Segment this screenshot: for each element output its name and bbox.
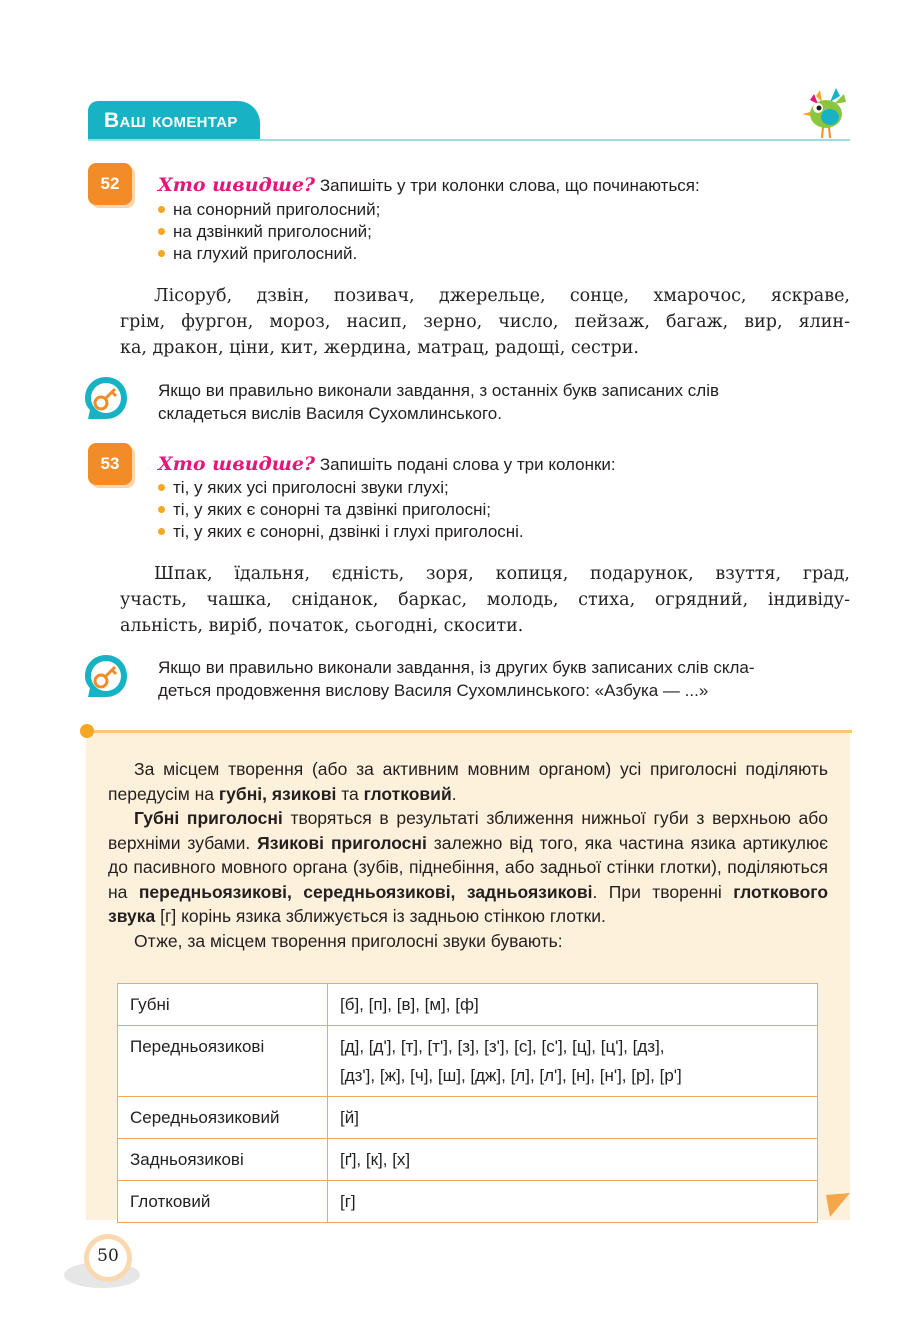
table-row — [118, 984, 818, 1026]
list-item: на сонорний приголосний; — [158, 199, 380, 221]
table-row — [118, 1097, 818, 1139]
page-number: 50 — [97, 1246, 119, 1266]
theory-marker-icon — [80, 724, 94, 738]
list-item: ті, у яких усі приголосні звуки глухі; — [158, 477, 524, 499]
task-52-bullets — [158, 199, 380, 265]
table-cell-label: Губні — [118, 984, 328, 1026]
bullet-icon — [158, 528, 165, 535]
bullet-icon — [158, 206, 165, 213]
corner-fold-icon — [826, 1193, 850, 1219]
bullet-icon — [158, 228, 165, 235]
list-item: ті, у яких є сонорні, дзвінкі і глухі приголосні. — [158, 521, 524, 543]
list-item: на дзвінкий приголосний; — [158, 221, 380, 243]
task-53-hint: Якщо ви правильно виконали завдання, із других букв записаних слів скла- деться продовження вислову Василя Сухомлинського: «Азбука — ...» — [158, 658, 755, 700]
table-cell-label: Задньоязикові — [118, 1139, 328, 1181]
table-row — [118, 1181, 818, 1223]
task-52-heading — [158, 174, 838, 197]
theory-paragraph: Отже, за місцем творення приголосні звуки бувають: — [134, 930, 563, 951]
table-cell-sounds: [б], [п], [в], [м], [ф] — [328, 984, 818, 1026]
task-53-bullets — [158, 477, 524, 543]
bird-icon — [796, 84, 852, 142]
task-number-badge: 53 — [88, 443, 132, 485]
table-cell-label: Середньоязиковий — [118, 1097, 328, 1139]
task-title: Хто швидше? — [158, 174, 316, 196]
task-instruction: Запишіть у три колонки слова, що починаються: — [319, 176, 700, 195]
section-title: Ваш коментар — [88, 101, 260, 141]
bullet-icon — [158, 250, 165, 257]
key-hint-icon — [82, 652, 130, 700]
task-53-heading — [158, 453, 838, 476]
theory-divider — [88, 730, 852, 733]
table-cell-sounds: [г] — [328, 1181, 818, 1223]
table-row — [118, 1139, 818, 1181]
theory-paragraph: За місцем творення (або за активним мовним органом) усі приголосні поділяють передусім на губні, язикові та глотковий. — [108, 759, 828, 804]
task-52-hint: Якщо ви правильно виконали завдання, з останніх букв записаних слів складеться вислів Василя Сухомлинського. — [158, 381, 719, 423]
consonants-table — [117, 983, 818, 1223]
task-instruction: Запишіть подані слова у три колонки: — [319, 455, 616, 474]
bullet-icon — [158, 506, 165, 513]
table-cell-sounds: [ґ], [к], [х] — [328, 1139, 818, 1181]
task-52-words: Лісоруб, дзвін, позивач, джерельце, сонце, хмарочос, яскраве, грім, фургон, мороз, насип, зерно, число, пейзаж, багаж, вир, ялин- ка, дракон, ціни, кит, жердина, матрац, радощі, сестри. — [120, 286, 850, 358]
table-cell-sounds: [й] — [328, 1097, 818, 1139]
theory-text — [108, 757, 828, 953]
table-row — [118, 1026, 818, 1097]
task-53-words: Шпак, їдальня, єдність, зоря, копиця, подарунок, взуття, град, участь, чашка, сніданок, баркас, молодь, стиха, огрядний, індивіду- альність, виріб, початок, сьогодні, скосити. — [120, 564, 850, 636]
task-number-badge: 52 — [88, 163, 132, 205]
list-item: ті, у яких є сонорні та дзвінкі приголосні; — [158, 499, 524, 521]
task-title: Хто швидше? — [158, 453, 316, 475]
table-cell-sounds: [д], [д'], [т], [т'], [з], [з'], [с], [с'], [ц], [ц'], [дз], [дз'], [ж], [ч], [ш], [дж], [л], [л'], [н], [н'], [р], [р'] — [328, 1026, 818, 1097]
key-hint-icon — [82, 374, 130, 422]
table-cell-label: Передньоязикові — [118, 1026, 328, 1097]
header-divider — [88, 139, 850, 141]
list-item: на глухий приголосний. — [158, 243, 380, 265]
table-cell-label: Глотковий — [118, 1181, 328, 1223]
theory-paragraph: Губні приголосні творяться в результаті зближення нижньої губи з верхньою або верхніми зубами. Язикові приголосні залежно від того, яка частина язика артикулює до пасивного мовного органа (зубів, піднебіння, або задньої стінки глотки), поділяються на передньоязикові, середньоязикові, задньоязикові. При творенні глоткового звука [г] корінь язика зближується із задньою стінкою глотки. — [108, 808, 829, 926]
bullet-icon — [158, 484, 165, 491]
